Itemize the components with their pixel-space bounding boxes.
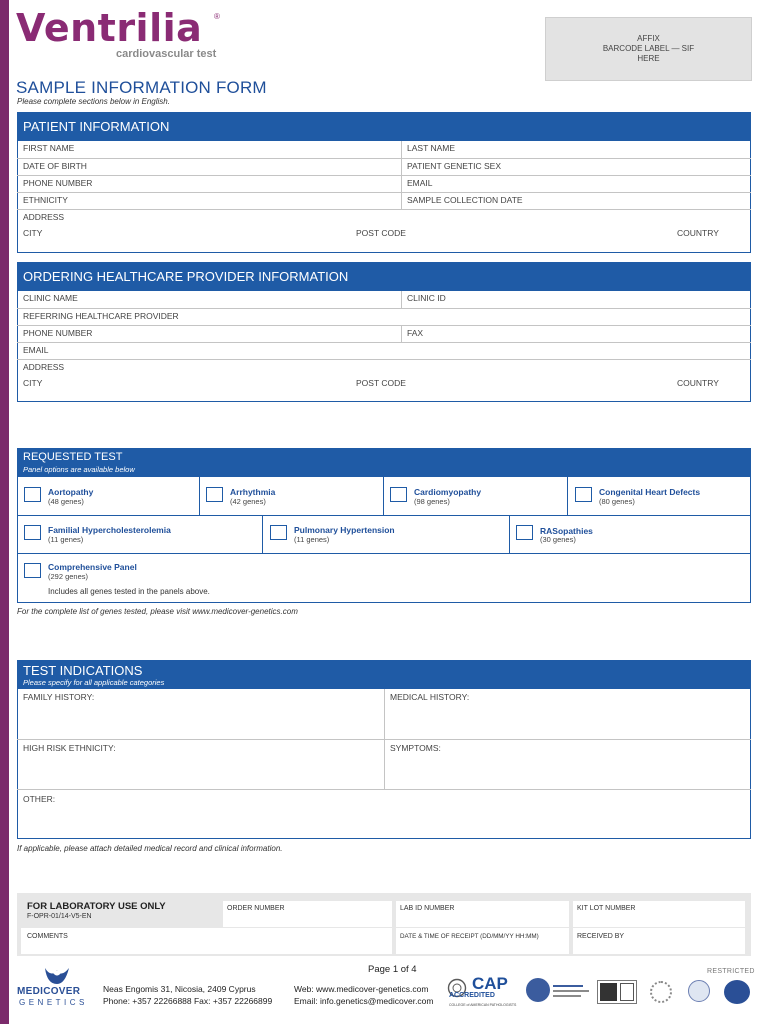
indications-subtitle: Please specify for all applicable categories: [23, 678, 165, 687]
arrhythmia-checkbox[interactable]: [206, 487, 223, 502]
test-name: Pulmonary Hypertension: [294, 525, 395, 535]
test-genes: (80 genes): [599, 497, 635, 506]
medical-history-field[interactable]: MEDICAL HISTORY:: [390, 692, 470, 702]
order-number-cell[interactable]: [223, 901, 392, 927]
cap-accredited: ACCREDITED: [449, 992, 495, 999]
test-name: Congenital Heart Defects: [599, 487, 701, 497]
test-name: Cardiomyopathy: [414, 487, 482, 497]
patient-city-field[interactable]: CITY: [23, 228, 43, 238]
test-name: Aortopathy: [48, 487, 94, 497]
clinic-id-field[interactable]: CLINIC ID: [407, 293, 446, 303]
test-divider: [262, 515, 263, 553]
row-divider: [401, 159, 402, 176]
provider-row-email: [17, 342, 751, 359]
form-code: F-OPR-01/14-V5-EN: [27, 913, 92, 920]
provider-fax-field[interactable]: FAX: [407, 328, 424, 338]
provider-section-header: [17, 262, 751, 291]
barcode-label-text: AFFIX BARCODE LABEL — SIF HERE: [602, 34, 695, 63]
test-genes: (98 genes): [414, 497, 450, 506]
footer-web[interactable]: Web: www.medicover-genetics.com: [294, 984, 429, 994]
requested-test-header: [17, 448, 751, 477]
provider-row-city: [17, 376, 751, 393]
provider-city-field[interactable]: CITY: [23, 378, 43, 388]
indications-header: [17, 660, 751, 689]
aortopathy-checkbox[interactable]: [24, 487, 41, 502]
test-genes: (48 genes): [48, 497, 84, 506]
footer-email[interactable]: Email: info.genetics@medicover.com: [294, 996, 434, 1006]
restricted-label: RESTRICTED: [707, 968, 755, 975]
received-by-label: RECEIVED BY: [577, 933, 625, 940]
ukas-certification-icon: [597, 980, 637, 1004]
test-divider: [567, 477, 568, 515]
receipt-date-label: DATE & TIME OF RECEIPT (DD/MM/YY HH:MM): [400, 933, 539, 940]
collection-date-field[interactable]: SAMPLE COLLECTION DATE: [407, 195, 523, 205]
rasopathies-checkbox[interactable]: [516, 525, 533, 540]
kit-lot-label: KIT LOT NUMBER: [577, 905, 636, 912]
genes-list-note: For the complete list of genes tested, please visit www.medicover-genetics.com: [17, 607, 298, 616]
footer-address: Neas Engomis 31, Nicosia, 2409 Cyprus: [103, 984, 256, 994]
genetic-network-seal-icon: [724, 980, 750, 1004]
genetic-sex-field[interactable]: PATIENT GENETIC SEX: [407, 161, 501, 171]
patient-section-header: [17, 112, 751, 141]
cap-title: CAP: [472, 974, 508, 993]
comments-label: COMMENTS: [27, 933, 68, 940]
patient-row-city: [17, 226, 751, 243]
row-divider: [401, 141, 402, 158]
familial-hypercholesterolemia-checkbox[interactable]: [24, 525, 41, 540]
patient-country-field[interactable]: COUNTRY: [677, 228, 719, 238]
row-divider: [401, 193, 402, 210]
patient-address-field[interactable]: ADDRESS: [23, 212, 65, 222]
form-subtitle: Please complete sections below in English.: [17, 97, 170, 106]
patient-row-phone: [17, 175, 751, 192]
test-row-divider: [17, 515, 751, 516]
requested-test-title: REQUESTED TEST: [23, 451, 123, 463]
ethnicity-field[interactable]: ETHNICITY: [23, 195, 68, 205]
indications-row-divider: [17, 789, 751, 790]
cap-accreditation-badge: [447, 976, 517, 1012]
test-genes: (292 genes): [48, 572, 89, 581]
quality-seal-icon: [688, 980, 710, 1002]
test-name: Familial Hypercholesterolemia: [48, 525, 171, 535]
test-genes: (30 genes): [540, 535, 576, 544]
lab-id-label: LAB ID NUMBER: [400, 905, 455, 912]
patient-email-field[interactable]: EMAIL: [407, 178, 433, 188]
medicover-wordmark: MEDICOVER: [17, 986, 81, 997]
patient-section-title: PATIENT INFORMATION: [23, 119, 170, 134]
first-name-field[interactable]: FIRST NAME: [23, 143, 75, 153]
cyprus-lab-accreditation-seal-icon: [526, 978, 550, 1002]
logo-registered-mark: ®: [214, 12, 220, 21]
symptoms-field[interactable]: SYMPTOMS:: [390, 743, 441, 753]
provider-row-referring: [17, 308, 751, 325]
referring-provider-field[interactable]: REFERRING HEALTHCARE PROVIDER: [23, 311, 179, 321]
logo-wordmark: Ventrilia: [16, 6, 203, 50]
received-by-cell[interactable]: [573, 928, 745, 954]
requested-test-subtitle: Panel options are available below: [23, 465, 135, 474]
test-name: Comprehensive Panel: [48, 562, 137, 572]
includes-note: Includes all genes tested in the panels above.: [48, 587, 210, 596]
brand-strip: [0, 0, 9, 1024]
other-indications-field[interactable]: OTHER:: [23, 794, 56, 804]
test-divider: [509, 515, 510, 553]
genetics-wordmark: GENETICS: [19, 998, 88, 1007]
test-genes: (11 genes): [48, 535, 84, 544]
test-divider: [383, 477, 384, 515]
provider-email-field[interactable]: EMAIL: [23, 345, 49, 355]
provider-row-clinic: [17, 291, 751, 308]
cap-subtitle: COLLEGE of AMERICAN PATHOLOGISTS: [449, 1003, 517, 1007]
lab-id-cell[interactable]: [396, 901, 569, 927]
order-number-label: ORDER NUMBER: [227, 905, 285, 912]
provider-row-address: [17, 359, 751, 376]
high-risk-ethnicity-field[interactable]: HIGH RISK ETHNICITY:: [23, 743, 116, 753]
medicover-genetics-logo: [17, 964, 97, 1012]
row-divider: [401, 291, 402, 308]
logo-tagline: cardiovascular test: [116, 48, 217, 60]
page-number: Page 1 of 4: [368, 964, 417, 975]
accreditation-text-logo-icon: [553, 983, 591, 1001]
congenital-heart-defects-checkbox[interactable]: [575, 487, 592, 502]
form-title: SAMPLE INFORMATION FORM: [16, 78, 267, 97]
family-history-field[interactable]: FAMILY HISTORY:: [23, 692, 95, 702]
patient-row-dob: [17, 158, 751, 175]
kit-lot-cell[interactable]: [573, 901, 745, 927]
cardiomyopathy-checkbox[interactable]: [390, 487, 407, 502]
barcode-label-area: [545, 17, 752, 81]
provider-row-phone: [17, 325, 751, 342]
comments-cell[interactable]: [21, 928, 392, 954]
footer-address-block: [103, 983, 272, 1007]
receipt-date-cell[interactable]: [396, 928, 569, 954]
row-divider: [401, 176, 402, 193]
row-divider: [401, 326, 402, 343]
provider-section-title: ORDERING HEALTHCARE PROVIDER INFORMATION: [23, 269, 349, 284]
test-row-divider: [17, 553, 751, 554]
patient-row-ethnicity: [17, 192, 751, 209]
test-genes: (42 genes): [230, 497, 266, 506]
iso-certification-seal-icon: [650, 981, 672, 1003]
test-name: Arrhythmia: [230, 487, 276, 497]
indications-row-divider: [17, 739, 751, 740]
footer-phones: Phone: +357 22266888 Fax: +357 22266899: [103, 996, 273, 1006]
patient-row-address: [17, 209, 751, 226]
test-divider: [199, 477, 200, 515]
test-name: RASopathies: [540, 526, 593, 536]
patient-row-name: [17, 141, 751, 158]
attach-records-note: If applicable, please attach detailed medical record and clinical information.: [17, 844, 283, 853]
test-genes: (11 genes): [294, 535, 330, 544]
pulmonary-hypertension-checkbox[interactable]: [270, 525, 287, 540]
dob-field[interactable]: DATE OF BIRTH: [23, 161, 87, 171]
provider-country-field[interactable]: COUNTRY: [677, 378, 719, 388]
laboratory-use-box: [17, 893, 751, 956]
patient-postcode-field[interactable]: POST CODE: [356, 228, 406, 238]
patient-phone-field[interactable]: PHONE NUMBER: [23, 178, 93, 188]
lab-title: FOR LABORATORY USE ONLY: [27, 901, 166, 912]
ventrilia-logo: [16, 6, 220, 60]
comprehensive-panel-checkbox[interactable]: [24, 563, 41, 578]
clinic-name-field[interactable]: CLINIC NAME: [23, 293, 78, 303]
provider-phone-field[interactable]: PHONE NUMBER: [23, 328, 93, 338]
provider-postcode-field[interactable]: POST CODE: [356, 378, 406, 388]
footer-contact-block: [294, 983, 434, 1007]
provider-address-field[interactable]: ADDRESS: [23, 362, 65, 372]
indications-title: TEST INDICATIONS: [23, 663, 143, 678]
last-name-field[interactable]: LAST NAME: [407, 143, 456, 153]
